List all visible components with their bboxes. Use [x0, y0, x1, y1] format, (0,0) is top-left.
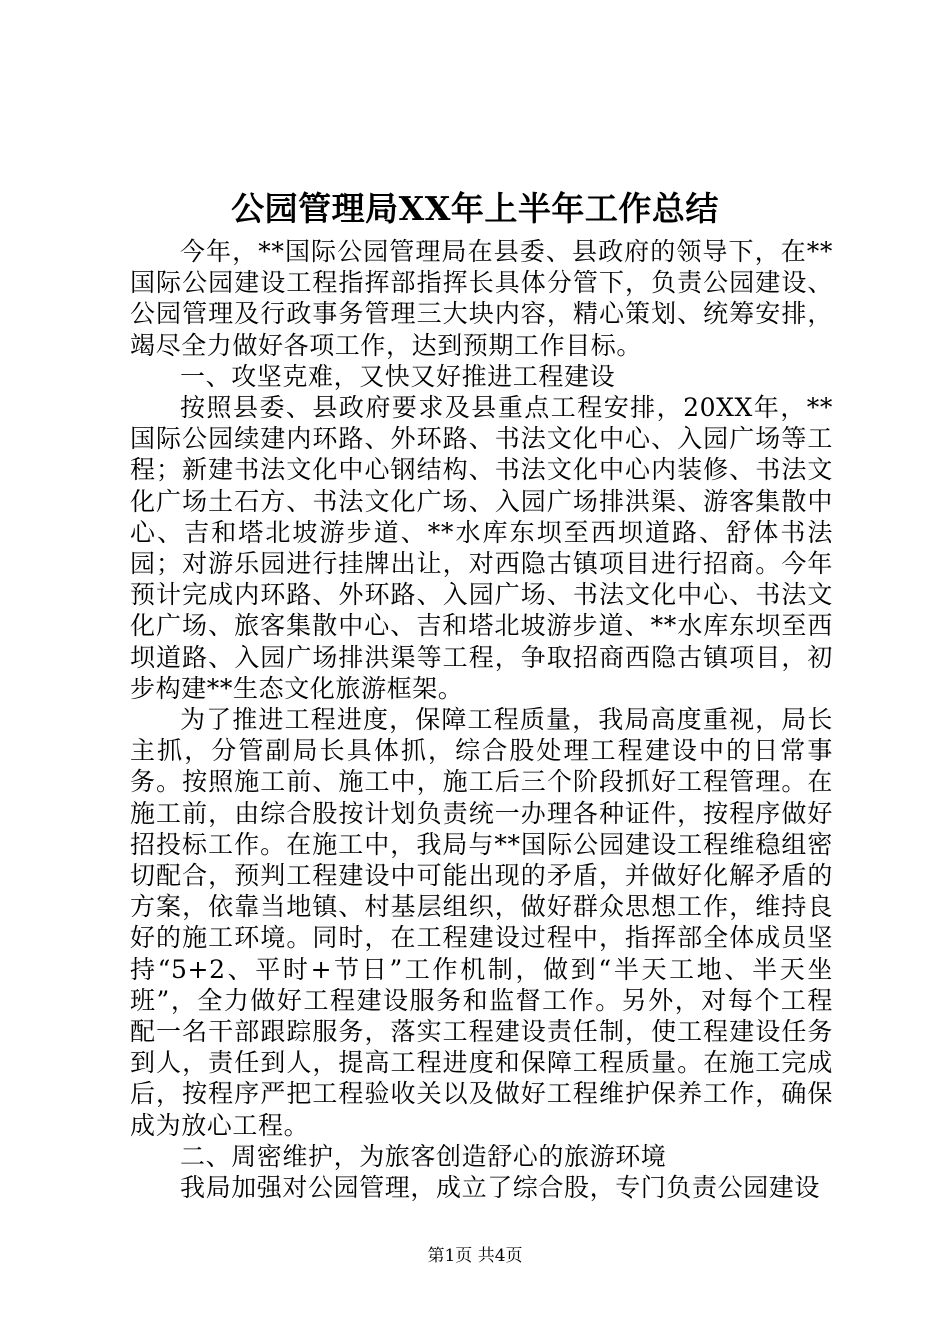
paragraph-projects: 按照县委、县政府要求及县重点工程安排，20XX年，**国际公园续建内环路、外环路、书法文化中心、入园广场等工程；新建书法文化中心钢结构、书法文化中心内装修、书法文化广场土石方、书法文化广场、入园广场排洪渠、游客集散中心、吉和塔北坡游步道、**水库东坝至西坝道路、舒体书法园；对游乐园进行挂牌出让，对西隐古镇项目进行招商。今年预计完成内环路、外环路、入园广场、书法文化中心、书法文化广场、旅客集散中心、吉和塔北坡游步道、**水库东坝至西坝道路、入园广场排洪渠等工程，争取招商西隐古镇项目，初步构建**生态文化旅游框架。: [130, 393, 833, 703]
section-heading-1: 一、攻坚克难，又快又好推进工程建设: [180, 361, 616, 391]
section-heading-2: 二、周密维护，为旅客创造舒心的旅游环境: [180, 1141, 667, 1171]
paragraph-management: 为了推进工程进度，保障工程质量，我局高度重视，局长主抓，分管副局长具体抓，综合股处理工程建设中的日常事务。按照施工前、施工中，施工后三个阶段抓好工程管理。在施工前，由综合股按计划负责统一办理各种证件，按程序做好招投标工作。在施工中，我局与**国际公园建设工程维稳组密切配合，预判工程建设中可能出现的矛盾，并做好化解矛盾的方案，依靠当地镇、村基层组织，做好群众思想工作，维持良好的施工环境。同时，在工程建设过程中，指挥部全体成员坚持“5+2、平时+节日”工作机制，做到“半天工地、半天坐班”，全力做好工程建设服务和监督工作。另外，对每个工程配一名干部跟踪服务，落实工程建设责任制，使工程建设任务到人，责任到人，提高工程进度和保障工程质量。在施工完成后，按程序严把工程验收关以及做好工程维护保养工作，确保成为放心工程。: [130, 705, 833, 1140]
paragraph-intro: 今年，**国际公园管理局在县委、县政府的领导下，在**国际公园建设工程指挥部指挥长具体分管下，负责公园建设、公园管理及行政事务管理三大块内容，精心策划、统筹安排，竭尽全力做好各项工作，达到预期工作目标。: [130, 237, 833, 360]
page-footer: 第1页 共4页: [427, 1246, 523, 1266]
paragraph-park-management: 我局加强对公园管理，成立了综合股，专门负责公园建设: [180, 1173, 821, 1203]
document-title: 公园管理局XX年上半年工作总结: [231, 189, 719, 228]
document-body: [130, 236, 833, 1203]
